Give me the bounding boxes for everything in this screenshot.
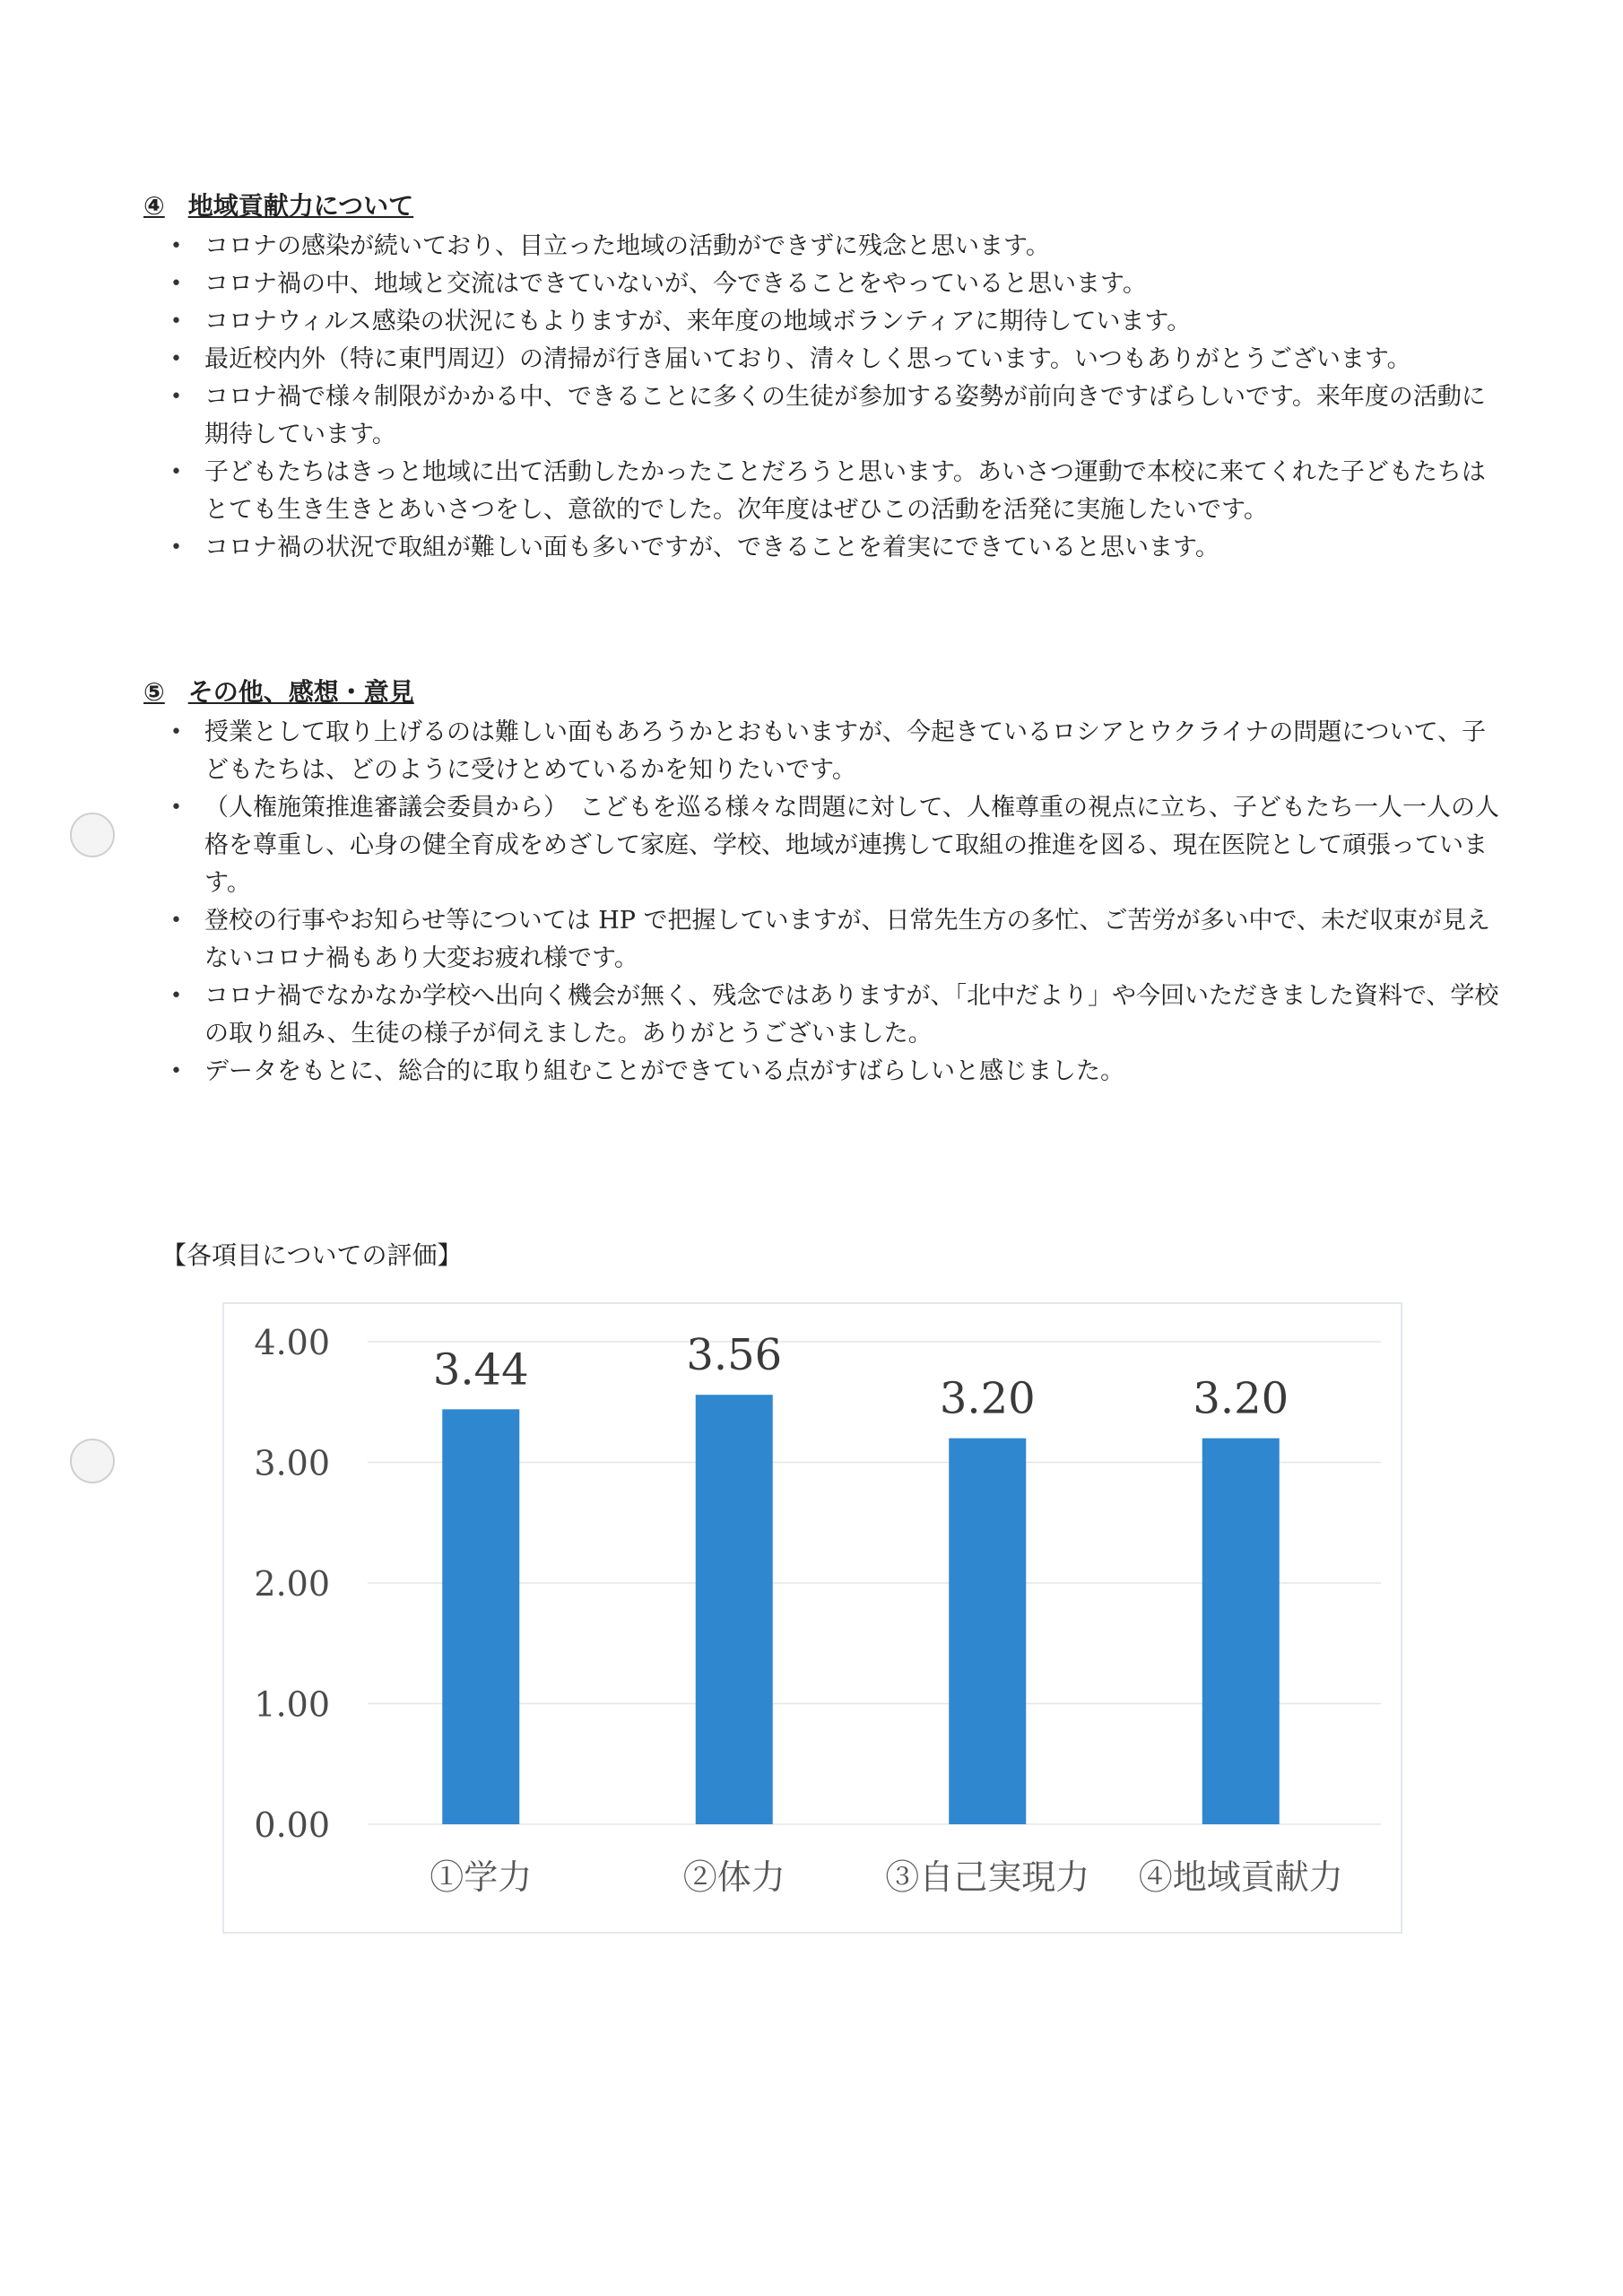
comment-item: • コロナ禍の中、地域と交流はできていないが、今できることをやっていると思います。: [143, 265, 1506, 303]
y-tick-label: 1.00: [254, 1684, 330, 1725]
y-tick-label: 0.00: [254, 1805, 330, 1845]
bar: [442, 1409, 519, 1824]
bar-value-label: 3.44: [432, 1344, 529, 1396]
bar: [696, 1395, 773, 1824]
bar-value-label: 3.56: [686, 1330, 783, 1381]
section-4-heading: [143, 188, 1506, 224]
comment-item: • 子どもたちはきっと地域に出て活動したかったことだろうと思います。あいさつ運動で本校に来てくれた子どもたちはとても生き生きとあいさつをし、意欲的でした。次年度はぜひこの活動を活発に実施したいです。: [143, 454, 1506, 529]
section-5-heading: [143, 674, 1506, 710]
section-5: [143, 674, 1506, 1091]
bar: [1202, 1439, 1280, 1824]
comment-item: • （人権施策推進審議会委員から） こどもを巡る様々な問題に対して、人権尊重の視点に立ち、子どもたち一人一人の人格を尊重し、心身の健全育成をめざして家庭、学校、地域が連携して取組の推進を図る、現在医院として頑張っています。: [143, 789, 1506, 902]
comment-item: • 最近校内外（特に東門周辺）の清掃が行き届いており、清々しく思っています。いつもありがとうございます。: [143, 341, 1506, 378]
comment-item: • コロナ禍の状況で取組が難しい面も多いですが、できることを着実にできていると思います。: [143, 529, 1506, 567]
y-tick-label: 4.00: [254, 1323, 330, 1362]
section-5-number: ⑤: [143, 677, 165, 707]
comment-item: • 授業として取り上げるのは難しい面もあろうかとおもいますが、今起きているロシアとウクライナの問題について、子どもたちは、どのように受けとめているかを知りたいです。: [143, 714, 1506, 789]
section-5-title: その他、感想・意見: [187, 677, 414, 707]
evaluation-title: 【各項目についての評価】: [161, 1240, 463, 1270]
comment-item: • データをもとに、総合的に取り組むことができている点がすばらしいと感じました。: [143, 1053, 1506, 1091]
section-4-title: 地域貢献力について: [187, 191, 414, 221]
comment-item: • コロナ禍でなかなか学校へ出向く機会が無く、残念ではありますが、「北中だより」や今回いただきました資料で、学校の取り組み、生徒の様子が伺えました。ありがとうございました。: [143, 978, 1506, 1053]
bar-chart: [224, 1304, 1401, 1932]
bar: [949, 1439, 1026, 1824]
section-4-number: ④: [143, 191, 165, 221]
bar-value-label: 3.20: [1193, 1373, 1289, 1424]
bar-value-label: 3.20: [939, 1373, 1036, 1424]
x-category-label: ①学力: [430, 1857, 533, 1897]
x-category-label: ②体力: [682, 1857, 785, 1897]
comment-item: • コロナ禍で様々制限がかかる中、できることに多くの生徒が参加する姿勢が前向きですばらしいです。来年度の活動に期待しています。: [143, 378, 1506, 454]
x-category-label: ④地域貢献力: [1138, 1857, 1343, 1897]
evaluation-chart: [222, 1302, 1402, 1934]
section-5-list: [143, 714, 1506, 1091]
punch-hole-top: [70, 813, 115, 857]
x-category-label: ③自己実現力: [885, 1857, 1090, 1897]
comment-item: • 登校の行事やお知らせ等については HP で把握していますが、日常先生方の多忙、ご苦労が多い中で、未だ収束が見えないコロナ禍もあり大変お疲れ様です。: [143, 902, 1506, 978]
y-tick-label: 3.00: [254, 1443, 330, 1483]
comment-item: • コロナウィルス感染の状況にもよりますが、来年度の地域ボランティアに期待しています。: [143, 303, 1506, 341]
y-tick-label: 2.00: [254, 1564, 330, 1604]
section-4-list: [143, 228, 1506, 567]
punch-hole-bottom: [70, 1439, 115, 1483]
comment-item: • コロナの感染が続いており、目立った地域の活動ができずに残念と思います。: [143, 228, 1506, 265]
section-4: [143, 188, 1506, 567]
